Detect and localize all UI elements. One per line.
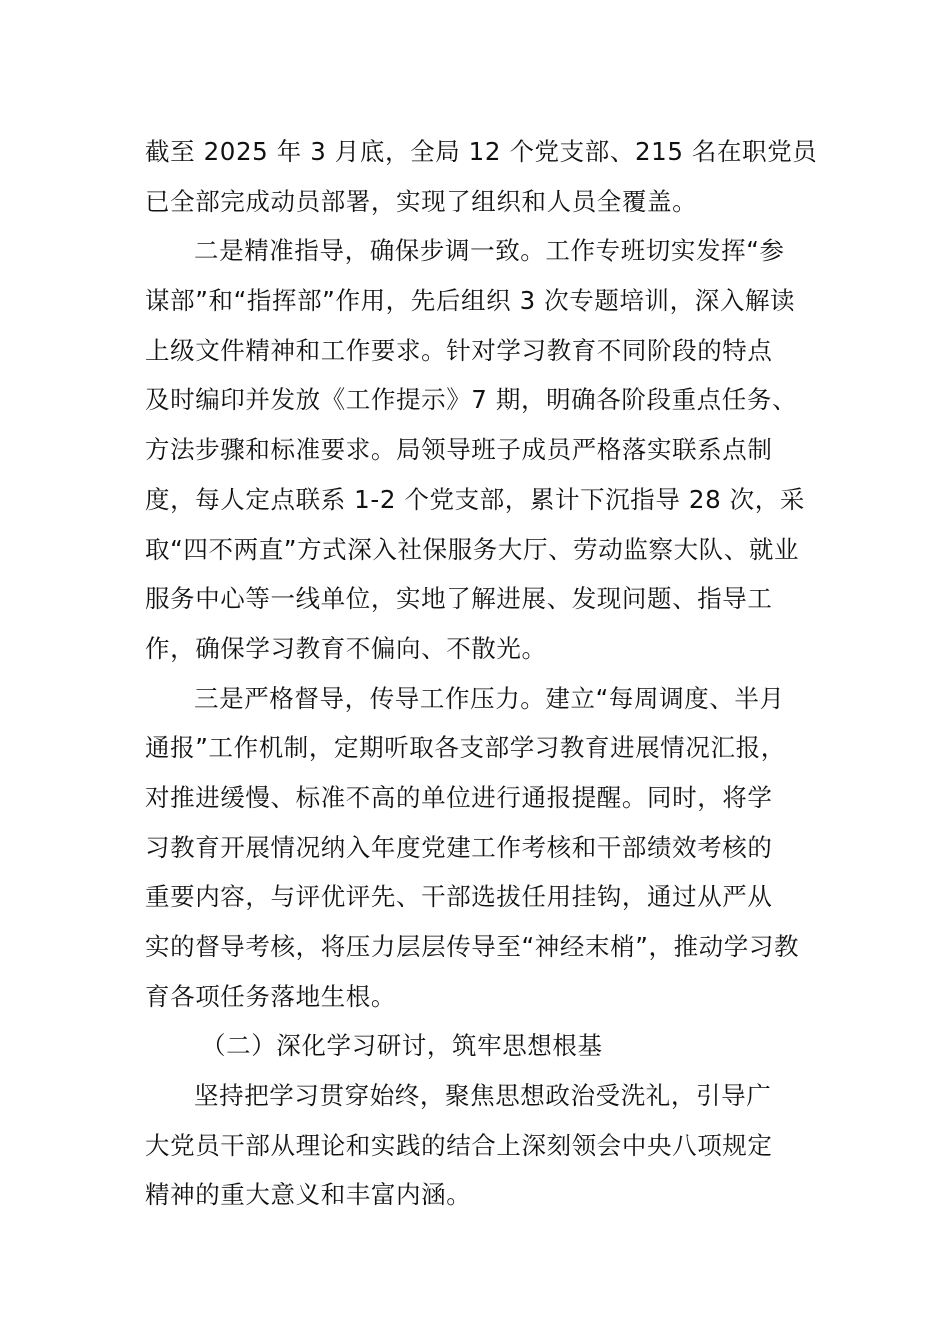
text-line: 重要内容，与评优评先、干部选拔任用挂钩，通过从严从: [145, 882, 773, 912]
text-line: 已全部完成动员部署，实现了组织和人员全覆盖。: [145, 186, 698, 216]
text-line: 育各项任务落地生根。: [145, 981, 396, 1011]
text-line: 习教育开展情况纳入年度党建工作考核和干部绩效考核的: [145, 832, 773, 862]
text-line: 服务中心等一线单位，实地了解进展、发现问题、指导工: [145, 584, 773, 614]
text-line: 取“四不两直”方式深入社保服务大厅、劳动监察大队、就业: [145, 534, 800, 564]
text-line: 作，确保学习教育不偏向、不散光。: [145, 633, 547, 663]
text-line: 大党员干部从理论和实践的结合上深刻领会中央八项规定: [145, 1130, 773, 1160]
text-line: 对推进缓慢、标准不高的单位进行通报提醒。同时，将学: [145, 782, 773, 812]
document-body: [145, 127, 818, 1220]
text-line: 度，每人定点联系 1-2 个党支部，累计下沉指导 28 次，采: [145, 484, 805, 514]
text-line: 精神的重大意义和丰富内涵。: [145, 1180, 472, 1210]
paragraph-start-line: 三是严格督导，传导工作压力。建立“每周调度、半月: [194, 683, 785, 713]
text-line: 实的督导考核，将压力层层传导至“神经末梢”，推动学习教: [145, 932, 800, 961]
text-line: 上级文件精神和工作要求。针对学习教育不同阶段的特点: [145, 335, 773, 365]
text-line: 谋部”和“指挥部”作用，先后组织 3 次专题培训，深入解读: [145, 286, 796, 316]
text-line: 方法步骤和标准要求。局领导班子成员严格落实联系点制: [145, 435, 773, 465]
paragraph-start-line: 二是精准指导，确保步调一致。工作专班切实发挥“参: [194, 236, 785, 266]
paragraph-start-line: 坚持把学习贯穿始终，聚焦思想政治受洗礼，引导广: [194, 1081, 772, 1111]
text-line: 通报”工作机制，定期听取各支部学习教育进展情况汇报，: [145, 733, 786, 763]
text-line: 截至 2025 年 3 月底，全局 12 个党支部、215 名在职党员: [145, 137, 818, 166]
text-line: 及时编印并发放《工作提示》7 期，明确各阶段重点任务、: [145, 385, 798, 415]
section-heading: （二）深化学习研讨，筑牢思想根基: [201, 1031, 603, 1061]
